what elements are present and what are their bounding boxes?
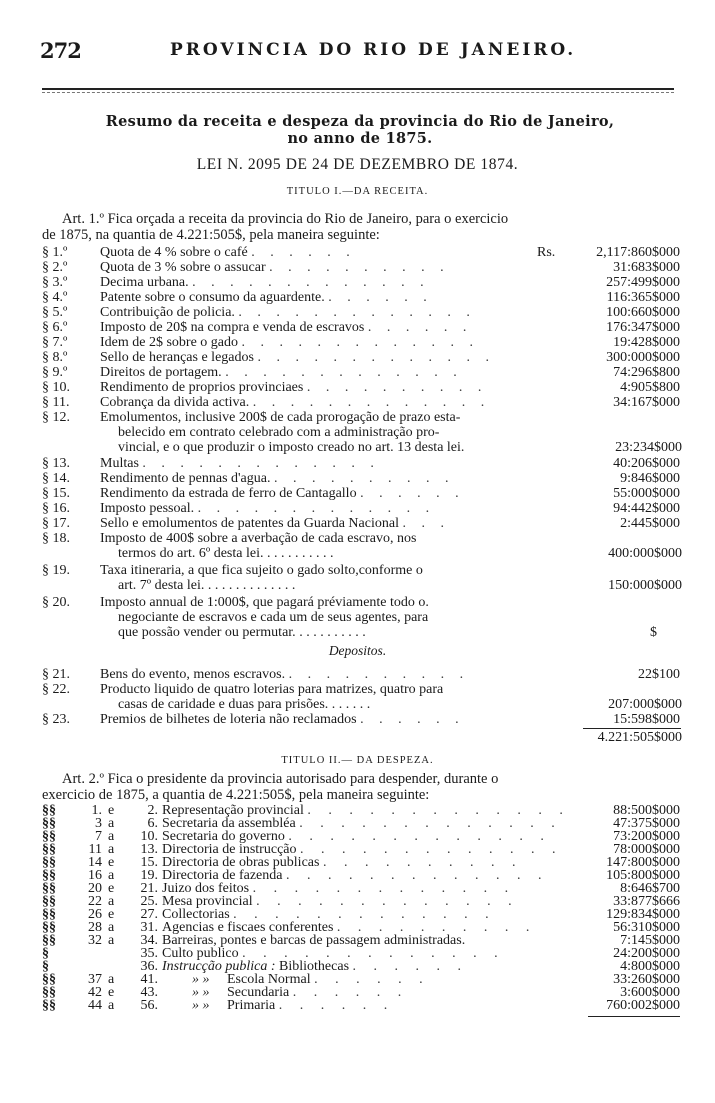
section-number: § 14. (42, 471, 70, 486)
range-end: 25. (140, 894, 158, 909)
row-amount: 129:834$000 (606, 907, 680, 922)
row-description: Decima urbana. . . . . . . . . . . . . . (100, 275, 430, 290)
row-description: Imposto pessoal. . . . . . . . . . . . . . (100, 501, 436, 516)
range-end: 6. (147, 816, 158, 831)
section-number: § 16. (42, 501, 70, 516)
section-sign: §§ (42, 920, 56, 935)
title-line-1: Resumo da receita e despeza da provincia do Rio de Janeiro, (105, 113, 615, 130)
row-description: Agencias e fiscaes conferentes . . . . . . . . . . (162, 920, 537, 935)
section-number: § 12. (42, 410, 70, 425)
row-amount: 56:310$000 (613, 920, 680, 935)
section-sign: § (42, 959, 49, 974)
section-sign: §§ (42, 881, 56, 896)
row-amount: 94:442$000 (613, 501, 680, 516)
row-amount: 176:347$000 (606, 320, 680, 335)
range-conj: e (108, 881, 115, 896)
deposito-row (42, 712, 682, 727)
section-sign: §§ (42, 985, 56, 1000)
range-conj: e (108, 907, 115, 922)
law-title: LEI N. 2095 DE 24 DE DEZEMBRO DE 1874. (196, 156, 519, 173)
row-amount: 100:660$000 (606, 305, 680, 320)
range-start: 37 (88, 972, 102, 987)
row-amount: 116:365$000 (606, 290, 680, 305)
section-sign: § (42, 946, 49, 961)
row-amount: 34:167$000 (613, 395, 680, 410)
section-number: § 3.º (42, 275, 68, 290)
range-start: 26 (88, 907, 102, 922)
row-description: Contribuição de policia. . . . . . . . . . . . . . (100, 305, 476, 320)
row-description-cont: casas de caridade e duas para prisões. . . . . . . (118, 697, 371, 712)
row-amount: 105:800$000 (606, 868, 680, 883)
row-description: Cobrança da divida activa. . . . . . . . . . . . . . (100, 395, 491, 410)
section-heading-receita: TITULO I.—DA RECEITA. (286, 186, 429, 197)
row-amount: 4:905$800 (620, 380, 680, 395)
receita-row (42, 245, 682, 260)
row-description: Multas . . . . . . . . . . . . . (100, 456, 380, 471)
row-amount: 257:499$000 (606, 275, 680, 290)
row-amount: 74:296$800 (613, 365, 680, 380)
row-description: Idem de 2$ sobre o gado . . . . . . . . . . . . . (100, 335, 480, 350)
despeza-row (42, 999, 682, 1012)
range-conj: a (108, 894, 115, 909)
row-description: Mesa provincial . . . . . . . . . . . . . (162, 894, 519, 909)
section-number: § 15. (42, 486, 70, 501)
receita-row (42, 501, 682, 516)
range-end: 36. (140, 959, 158, 974)
section-number: § 18. (42, 531, 70, 546)
receita-row (42, 365, 682, 380)
row-description: Quota de 4 % sobre o café . . . . . . (100, 245, 356, 260)
row-amount: 47:375$000 (613, 816, 680, 831)
range-start: 28 (88, 920, 102, 935)
receita-row (42, 486, 682, 501)
range-conj: a (108, 829, 115, 844)
row-amount: 55:000$000 (613, 486, 680, 501)
range-end: 2. (147, 803, 158, 818)
section-number: § 4.º (42, 290, 68, 305)
range-conj: a (108, 816, 115, 831)
receita-row (42, 380, 682, 395)
row-amount: 24:200$000 (613, 946, 680, 961)
row-description: Secretaria da assembléa . . . . . . . . . . . . . (162, 816, 562, 831)
row-description: Representação provincial . . . . . . . . . . . . . (162, 803, 570, 818)
row-amount: 88:500$000 (613, 803, 680, 818)
row-amount: 33:260$000 (613, 972, 680, 987)
receita-row (42, 335, 682, 350)
row-description: Imposto annual de 1:000$, que pagará préviamente todo o. (100, 595, 429, 610)
range-conj: a (108, 972, 115, 987)
row-amount: 150:000$000 (608, 578, 682, 593)
section-number: § 22. (42, 682, 70, 697)
row-amount: 760:002$000 (606, 998, 680, 1013)
receita-row (42, 350, 682, 365)
row-amount: 8:646$700 (620, 881, 680, 896)
range-conj: a (108, 933, 115, 948)
row-amount: 40:206$000 (613, 456, 680, 471)
row-amount: 7:145$000 (620, 933, 680, 948)
page-header (40, 38, 680, 66)
section-number: § 19. (42, 563, 70, 578)
row-amount: 73:200$000 (613, 829, 680, 844)
document-title (60, 113, 660, 147)
row-amount: 31:683$000 (613, 260, 680, 275)
page-number: 272 (40, 38, 81, 63)
range-start: 3 (95, 816, 102, 831)
row-description: Rendimento de pennas d'agua. . . . . . . . . . . (100, 471, 455, 486)
row-description: Rendimento da estrada de ferro de Cantagallo . . . . . . (100, 486, 465, 501)
row-amount: 3:600$000 (620, 985, 680, 1000)
deposito-row (42, 682, 682, 697)
range-start: 16 (88, 868, 102, 883)
row-description: Instrucção publica : Bibliothecas . . . . . . (162, 959, 469, 974)
section-number: § 21. (42, 667, 70, 682)
row-amount: 15:598$000 (613, 712, 680, 727)
row-amount: 33:877$666 (613, 894, 680, 909)
section-heading-despeza: TITULO II.— DA DESPEZA. (281, 755, 434, 766)
row-amount: 78:000$000 (613, 842, 680, 857)
range-end: 41. (140, 972, 158, 987)
row-description: Bens do evento, menos escravos. . . . . . . . . . . (100, 667, 470, 682)
receita-row (42, 410, 682, 425)
row-amount: 9:846$000 (620, 471, 680, 486)
range-conj: e (108, 855, 115, 870)
row-description: Producto liquido de quatro loterias para matrizes, quatro para (100, 682, 444, 697)
row-amount: 23:234$000 (615, 440, 682, 455)
range-end: 34. (140, 933, 158, 948)
intro-line-2: exercicio de 1875, a quantia de 4.221:505$, pela maneira seguinte: (42, 787, 430, 803)
running-title: PROVINCIA DO RIO DE JANEIRO. (170, 40, 577, 60)
section-number: § 2.º (42, 260, 68, 275)
range-end: 43. (140, 985, 158, 1000)
section-number: § 7.º (42, 335, 68, 350)
row-description: Collectorias . . . . . . . . . . . . . (162, 907, 496, 922)
section-sign: §§ (42, 842, 56, 857)
range-end: 56. (140, 998, 158, 1013)
range-start: 1. (91, 803, 102, 818)
row-description: Secretaria do governo . . . . . . . . . . . . . (162, 829, 551, 844)
receita-row (42, 275, 682, 290)
section-sign: §§ (42, 868, 56, 883)
range-start: 11 (88, 842, 102, 857)
section-number: § 9.º (42, 365, 68, 380)
section-sign: §§ (42, 998, 56, 1013)
section-number: § 13. (42, 456, 70, 471)
section-number: § 17. (42, 516, 70, 531)
section-number: § 5.º (42, 305, 68, 320)
section-sign: §§ (42, 816, 56, 831)
row-description: Directoria de fazenda . . . . . . . . . . . . . (162, 868, 549, 883)
row-description: Imposto de 20$ na compra e venda de escravos . . . . . . (100, 320, 473, 335)
receita-row (42, 305, 682, 320)
row-description-cont: art. 7º desta lei. . . . . . . . . . . . . . (118, 578, 296, 593)
receita-row (42, 563, 682, 578)
section-number: § 8.º (42, 350, 68, 365)
range-end: 10. (140, 829, 158, 844)
row-description: » » Escola Normal . . . . . . (192, 972, 430, 987)
row-description-cont: que possão vender ou permutar. . . . . . . . . . . (118, 625, 366, 640)
receita-row (42, 395, 682, 410)
receita-row (42, 531, 682, 546)
row-description: Rendimento de proprios provinciaes . . . . . . . . . . (100, 380, 488, 395)
row-description: Directoria de instrucção . . . . . . . . . . . . . (162, 842, 563, 857)
section-number: § 1.º (42, 245, 68, 260)
section-sign: §§ (42, 972, 56, 987)
row-description: Juizo dos feitos . . . . . . . . . . . . . (162, 881, 516, 896)
range-end: 27. (140, 907, 158, 922)
range-start: 7 (95, 829, 102, 844)
intro-line-2: de 1875, na quantia de 4.221:505$, pela maneira seguinte: (42, 227, 380, 243)
row-description: Emolumentos, inclusive 200$ de cada prorogação de prazo esta- (100, 410, 461, 425)
row-amount: 22$100 (638, 667, 680, 682)
row-description: Patente sobre o consumo da aguardente. . . . . . . (100, 290, 433, 305)
range-start: 42 (88, 985, 102, 1000)
row-amount: 2,117:860$000 (596, 245, 680, 260)
row-description: » » Primaria . . . . . . (192, 998, 395, 1013)
row-amount: 2:445$000 (620, 516, 680, 531)
row-description: Directoria de obras publicas . . . . . . . . . . (162, 855, 523, 870)
intro-line-1: Art. 1.º Fica orçada a receita da provincia do Rio de Janeiro, para o exercicio (62, 211, 509, 227)
row-description: Direitos de portagem. . . . . . . . . . . . . . (100, 365, 463, 380)
range-end: 31. (140, 920, 158, 935)
row-amount: 4:800$000 (620, 959, 680, 974)
range-start: 32 (88, 933, 102, 948)
row-description-cont: termos do art. 6º desta lei. . . . . . . . . . . (118, 546, 334, 561)
despeza-intro (42, 771, 676, 803)
range-start: 22 (88, 894, 102, 909)
row-description: » » Secundaria . . . . . . (192, 985, 409, 1000)
header-rule (42, 88, 674, 90)
range-end: 35. (140, 946, 158, 961)
row-amount: 300:000$000 (606, 350, 680, 365)
range-start: 14 (88, 855, 102, 870)
total-rule (583, 728, 681, 729)
receita-row (42, 320, 682, 335)
section-sign: §§ (42, 803, 56, 818)
section-number: § 20. (42, 595, 70, 610)
receita-intro (42, 211, 676, 243)
row-description: Taxa itineraria, a que fica sujeito o gado solto,conforme o (100, 563, 423, 578)
section-sign: §§ (42, 855, 56, 870)
header-rule-thin (42, 92, 674, 93)
row-description: Sello e emolumentos de patentes da Guarda Nacional . . . (100, 516, 450, 531)
row-amount: 19:428$000 (613, 335, 680, 350)
range-conj: a (108, 868, 115, 883)
title-line-2: no anno de 1875. (287, 130, 433, 147)
receita-total: 4.221:505$000 (597, 730, 682, 745)
depositos-heading: Depositos. (328, 643, 387, 658)
range-start: 44 (88, 998, 102, 1013)
subtotal-rule (588, 1016, 680, 1017)
range-conj: a (108, 920, 115, 935)
row-amount: 207:000$000 (608, 697, 682, 712)
row-description-cont: belecido em contrato celebrado com a administração pro- (118, 425, 440, 440)
row-amount: $ (650, 625, 657, 640)
row-description: Sello de heranças e legados . . . . . . . . . . . . . (100, 350, 495, 365)
section-number: § 6.º (42, 320, 68, 335)
receita-row (42, 471, 682, 486)
row-description: Barreiras, pontes e barcas de passagem administradas. (162, 933, 466, 948)
range-conj: e (108, 985, 115, 1000)
row-amount: 400:000$000 (608, 546, 682, 561)
range-conj: e (108, 803, 115, 818)
range-end: 19. (140, 868, 158, 883)
range-end: 13. (140, 842, 158, 857)
row-description: Imposto de 400$ sobre a averbação de cada escravo, nos (100, 531, 417, 546)
section-number: § 11. (42, 395, 70, 410)
range-conj: a (108, 842, 115, 857)
receita-row (42, 260, 682, 275)
row-description-cont: negociante de escravos e cada um de seus agentes, para (118, 610, 429, 625)
row-description: Premios de bilhetes de loteria não reclamados . . . . . . (100, 712, 465, 727)
row-amount: 147:800$000 (606, 855, 680, 870)
section-sign: §§ (42, 829, 56, 844)
intro-line-1: Art. 2.º Fica o presidente da provincia autorisado para despender, durante o (62, 771, 499, 787)
row-description: Culto publico . . . . . . . . . . . . . (162, 946, 505, 961)
currency-label: Rs. (537, 245, 556, 260)
range-start: 20 (88, 881, 102, 896)
range-conj: a (108, 998, 115, 1013)
section-sign: §§ (42, 894, 56, 909)
section-number: § 23. (42, 712, 70, 727)
receita-row (42, 595, 682, 610)
row-description-cont: vincial, e o que produzir o imposto creado no art. 13 desta lei. (118, 440, 465, 455)
receita-row (42, 456, 682, 471)
section-number: § 10. (42, 380, 70, 395)
section-sign: §§ (42, 907, 56, 922)
section-sign: §§ (42, 933, 56, 948)
receita-row (42, 290, 682, 305)
range-end: 21. (140, 881, 158, 896)
row-description: Quota de 3 % sobre o assucar . . . . . . . . . . (100, 260, 450, 275)
receita-row (42, 516, 682, 531)
deposito-row (42, 667, 682, 682)
range-end: 15. (140, 855, 158, 870)
